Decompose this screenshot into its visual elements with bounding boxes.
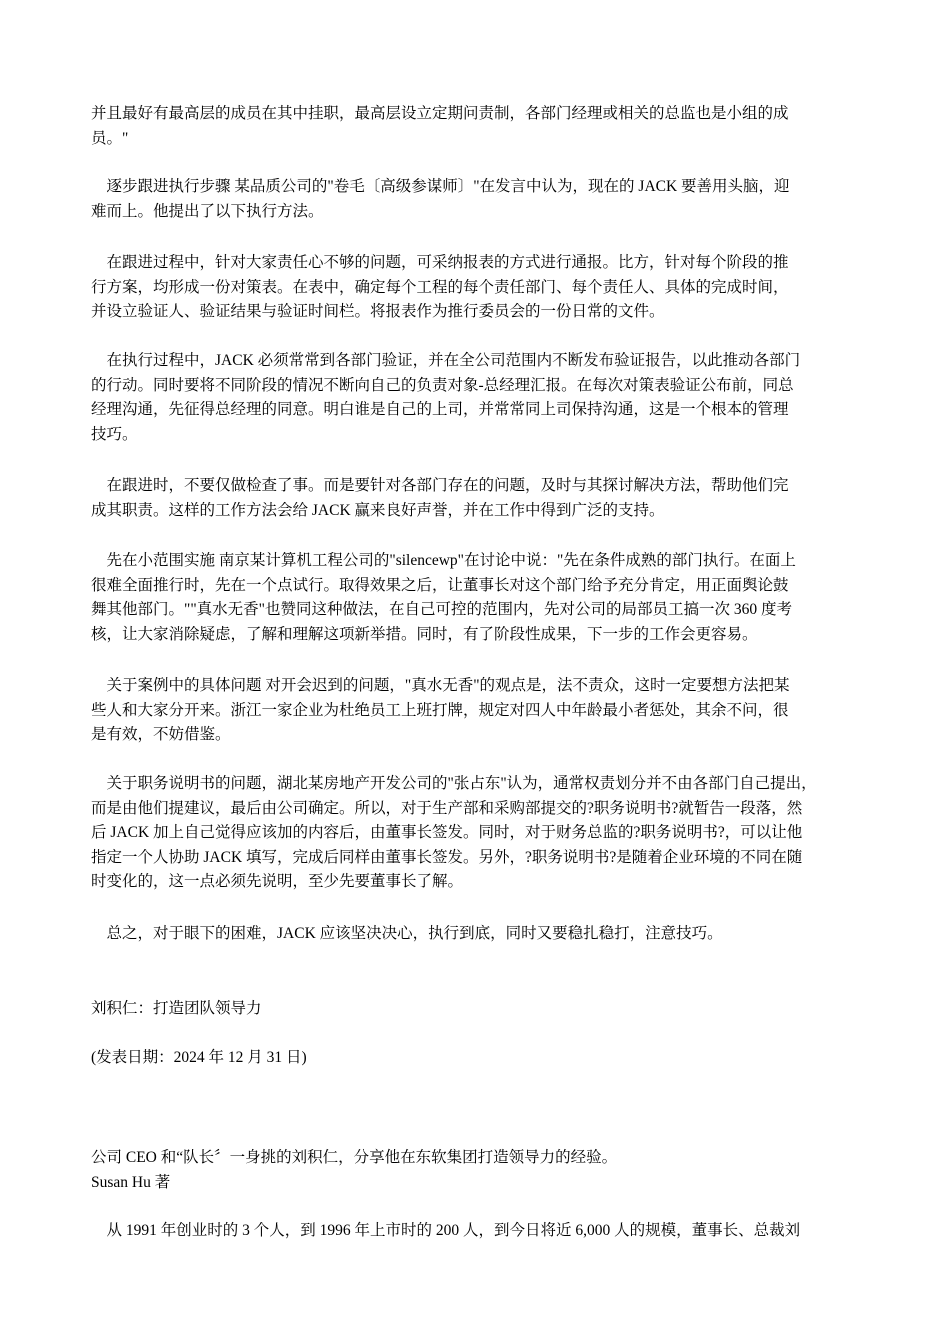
paragraph (91, 1219, 866, 1244)
text-line: 从 1991 年创业时的 3 个人，到 1996 年上市时的 200 人，到今日将近 6,000 人的规模，董事长、总裁刘 (91, 1222, 801, 1239)
paragraph (91, 175, 866, 224)
paragraph (91, 772, 866, 895)
text-line: 先在小范围实施 南京某计算机工程公司的"silencewp"在讨论中说："先在条件成熟的部门执行。在面上 (91, 552, 796, 569)
text-line: 在跟进时，不要仅做检查了事。而是要针对各部门存在的问题，及时与其探讨解决方法，帮助他们完 (91, 477, 789, 494)
section-title (91, 997, 866, 1022)
text-line: 指定一个人协助 JACK 填写，完成后同样由董事长签发。另外，?职务说明书?是随着企业环境的不同在随 (91, 848, 803, 866)
text-line: 在跟进过程中，针对大家责任心不够的问题，可采纳报表的方式进行通报。比方，针对每个阶段的推 (91, 254, 789, 271)
text-line: 公司 CEO 和“队长〞一身挑的刘积仁，分享他在东软集团打造领导力的经验。 (91, 1149, 618, 1166)
text-line: 核，让大家消除疑虑，了解和理解这项新举措。同时，有了阶段性成果，下一步的工作会更容易。 (91, 625, 758, 643)
text-line: 的行动。同时要将不同阶段的情况不断向自己的负责对象-总经理汇报。在每次对策表验证公布前，同总 (91, 376, 794, 394)
paragraph (91, 922, 866, 947)
paragraph (91, 474, 866, 523)
article-intro (91, 1146, 866, 1195)
text-line: 刘积仁：打造团队领导力 (91, 1000, 262, 1017)
text-line: 经理沟通，先征得总经理的同意。明白谁是自己的上司，并常常同上司保持沟通，这是一个根本的管理 (91, 401, 789, 418)
publish-date (91, 1046, 866, 1071)
paragraph (91, 251, 866, 325)
text-line: 逐步跟进执行步骤 某品质公司的"卷毛〔高级参谋师〕"在发言中认为，现在的 JACK 要善用头脑，迎 (91, 178, 790, 195)
text-line: 总之，对于眼下的困难，JACK 应该坚决决心，执行到底，同时又要稳扎稳打，注意技巧。 (91, 925, 723, 942)
text-line: 成其职责。这样的工作方法会给 JACK 赢来良好声誉，并在工作中得到广泛的支持。 (91, 501, 665, 519)
text-line: 时变化的，这一点必须先说明，至少先要董事长了解。 (91, 873, 464, 890)
text-line: 些人和大家分开来。浙江一家企业为杜绝员工上班打牌，规定对四人中年龄最小者惩处，其余不问，很 (91, 701, 789, 719)
author-line: Susan Hu 著 (91, 1173, 171, 1191)
paragraph (91, 349, 866, 447)
text-line: 很难全面推行时，先在一个点试行。取得效果之后，让董事长对这个部门给予充分肯定，用正面舆论鼓 (91, 576, 789, 594)
text-line: 难而上。他提出了以下执行方法。 (91, 202, 324, 220)
paragraph (91, 102, 866, 151)
text-line: 行方案，均形成一份对策表。在表中，确定每个工程的每个责任部门、每个责任人、具体的完成时间， (91, 278, 789, 296)
text-line: 后 JACK 加上自己觉得应该加的内容后，由董事长签发。同时，对于财务总监的?职务说明书?，可以让他 (91, 824, 803, 841)
text-line: 是有效，不妨借鉴。 (91, 726, 231, 743)
text-line: 关于案例中的具体问题 对开会迟到的问题，"真水无香"的观点是，法不责众，这时一定要想方法把某 (91, 677, 790, 694)
text-line: 并设立验证人、验证结果与验证时间栏。将报表作为推行委员会的一份日常的文件。 (91, 303, 665, 320)
text-line: 舞其他部门。""真水无香"也赞同这种做法，在自己可控的范围内，先对公司的局部员工搞一次 360 度考 (91, 601, 792, 618)
text-line: 关于职务说明书的问题，湖北某房地产开发公司的"张占东"认为，通常权责划分并不由各部门自己提出， (91, 775, 817, 792)
paragraph (91, 549, 866, 647)
text-line: 员。" (91, 129, 129, 147)
paragraph (91, 674, 866, 748)
text-line: (发表日期：2024 年 12 月 31 日) (91, 1049, 307, 1066)
text-line: 技巧。 (91, 425, 138, 443)
text-line: 并且最好有最高层的成员在其中挂职，最高层设立定期问责制，各部门经理或相关的总监也是小组的成 (91, 105, 789, 122)
text-line: 在执行过程中，JACK 必须常常到各部门验证，并在全公司范围内不断发布验证报告，以此推动各部门 (91, 352, 801, 369)
text-line: 而是由他们提建议，最后由公司确定。所以，对于生产部和采购部提交的?职务说明书?就暂告一段落，然 (91, 799, 803, 817)
